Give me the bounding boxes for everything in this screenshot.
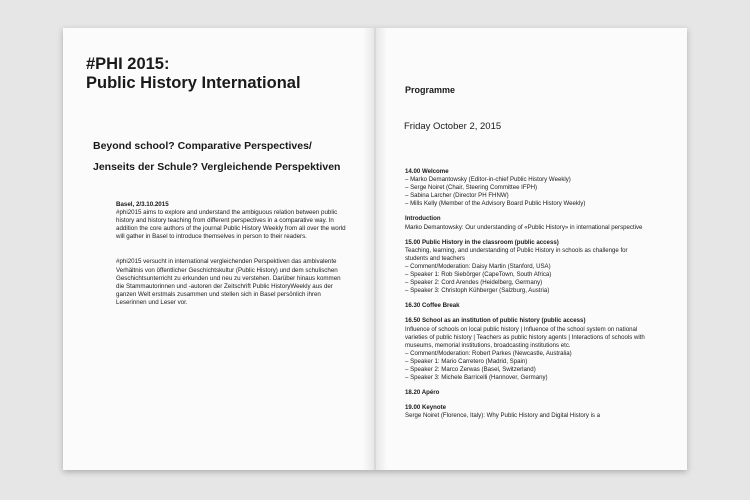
intro-paragraph-de: #phi2015 versucht in international vergleichenden Perspektiven das ambivalente Verhältnis von öffentlicher Geschichtskultur (Public History) und dem schulischen Geschichtsunterricht zu erkunden und neu zu verstehen. Darüber hinaus kommen die Stammautorinnen und -autoren der Zeitschrift Public HistoryWeekly aus der ganzen Welt erstmals zusammen und stellen sich in Basel persönlich ihren Leserinnen und Leser vor. (116, 258, 341, 306)
session-list-item: – Serge Noiret (Chair, Steering Committee IFPH) (405, 184, 538, 192)
dateline: Basel, 2/3.10.2015 (116, 201, 169, 208)
session-heading: 16.30 Coffee Break (405, 302, 460, 310)
programme-session (405, 389, 650, 397)
subtitle-line-2: Jenseits der Schule? Vergleichende Perspektiven (93, 161, 341, 173)
programme-heading: Programme (405, 85, 456, 95)
session-list-item: – Speaker 1: Rob Siebörger (CapeTown, South Africa) (405, 271, 552, 279)
session-list-item: – Speaker 2: Marco Zerwas (Basel, Switzerland) (405, 365, 536, 373)
programme-session (405, 302, 650, 310)
session-list-item: – Marko Demantowsky (Editor-in-chief Public History Weekly) (405, 176, 571, 184)
session-heading: 19.00 Keynote (405, 404, 446, 412)
programme-date: Friday October 2, 2015 (404, 121, 502, 132)
title-line-1: #PHI 2015: (86, 55, 170, 73)
programme-session (405, 317, 650, 382)
document-title (86, 55, 301, 93)
left-page (63, 28, 375, 470)
session-list-item: – Sabina Larcher (Director PH FHNW) (405, 192, 509, 200)
session-list-item: – Speaker 3: Michele Barricelli (Hannover, Germany) (405, 374, 548, 382)
intro-en-text: #phi2015 aims to explore and understand the ambiguous relation between public history and history teaching from different perspectives in a comparative way. In addition the core authors of the journal Public History Weekly from all over the world will gather in Basel to introduce themselves in person to their readers. (116, 209, 346, 241)
session-description: Teaching, learning, and understanding of Public History in schools as challenge for students and teachers (405, 246, 628, 262)
session-description: Marko Demantowsky: Our understanding of «Public History» in international perspective (405, 223, 643, 231)
session-heading: 14.00 Welcome (405, 168, 449, 175)
session-list-item: – Mills Kelly (Member of the Advisory Board Public History Weekly) (405, 200, 586, 208)
title-line-2: Public History International (86, 74, 301, 92)
brochure-spread (63, 28, 687, 470)
right-page (375, 28, 687, 470)
intro-text (116, 201, 348, 307)
session-list-item: – Speaker 2: Cord Arendes (Heidelberg, Germany) (405, 279, 543, 287)
session-heading: 18.20 Apéro (405, 389, 440, 397)
programme-session (405, 239, 650, 296)
session-list-item: – Speaker 1: Mario Carretero (Madrid, Spain) (405, 357, 528, 365)
session-heading: 15.00 Public History in the classroom (public access) (405, 238, 559, 246)
document-subtitle (93, 136, 340, 178)
session-description: Serge Noiret (Florence, Italy): Why Public History and Digital History is a (405, 412, 601, 420)
session-list-item: – Speaker 3: Christoph Kühberger (Salzburg, Austria) (405, 287, 550, 295)
session-description: Influence of schools on local public history | Influence of the school system on national varieties of public history | Teachers as public history agents | Interactions of schools with museums, memorial institutions, broadcasting institutions etc. (405, 325, 645, 349)
intro-paragraph-en (116, 201, 348, 241)
session-list-item: – Comment/Moderation: Daisy Martin (Stanford, USA) (405, 262, 551, 270)
programme-sessions (405, 168, 650, 427)
programme-session (405, 404, 650, 420)
subtitle-line-1: Beyond school? Comparative Perspectives/ (93, 140, 312, 152)
session-list-item: – Comment/Moderation: Robert Parkes (Newcastle, Australia) (405, 349, 572, 357)
programme-session (405, 215, 650, 231)
session-heading: 16.50 School as an institution of public history (public access) (405, 317, 586, 325)
programme-session (405, 168, 650, 208)
session-heading: Introduction (405, 215, 441, 223)
